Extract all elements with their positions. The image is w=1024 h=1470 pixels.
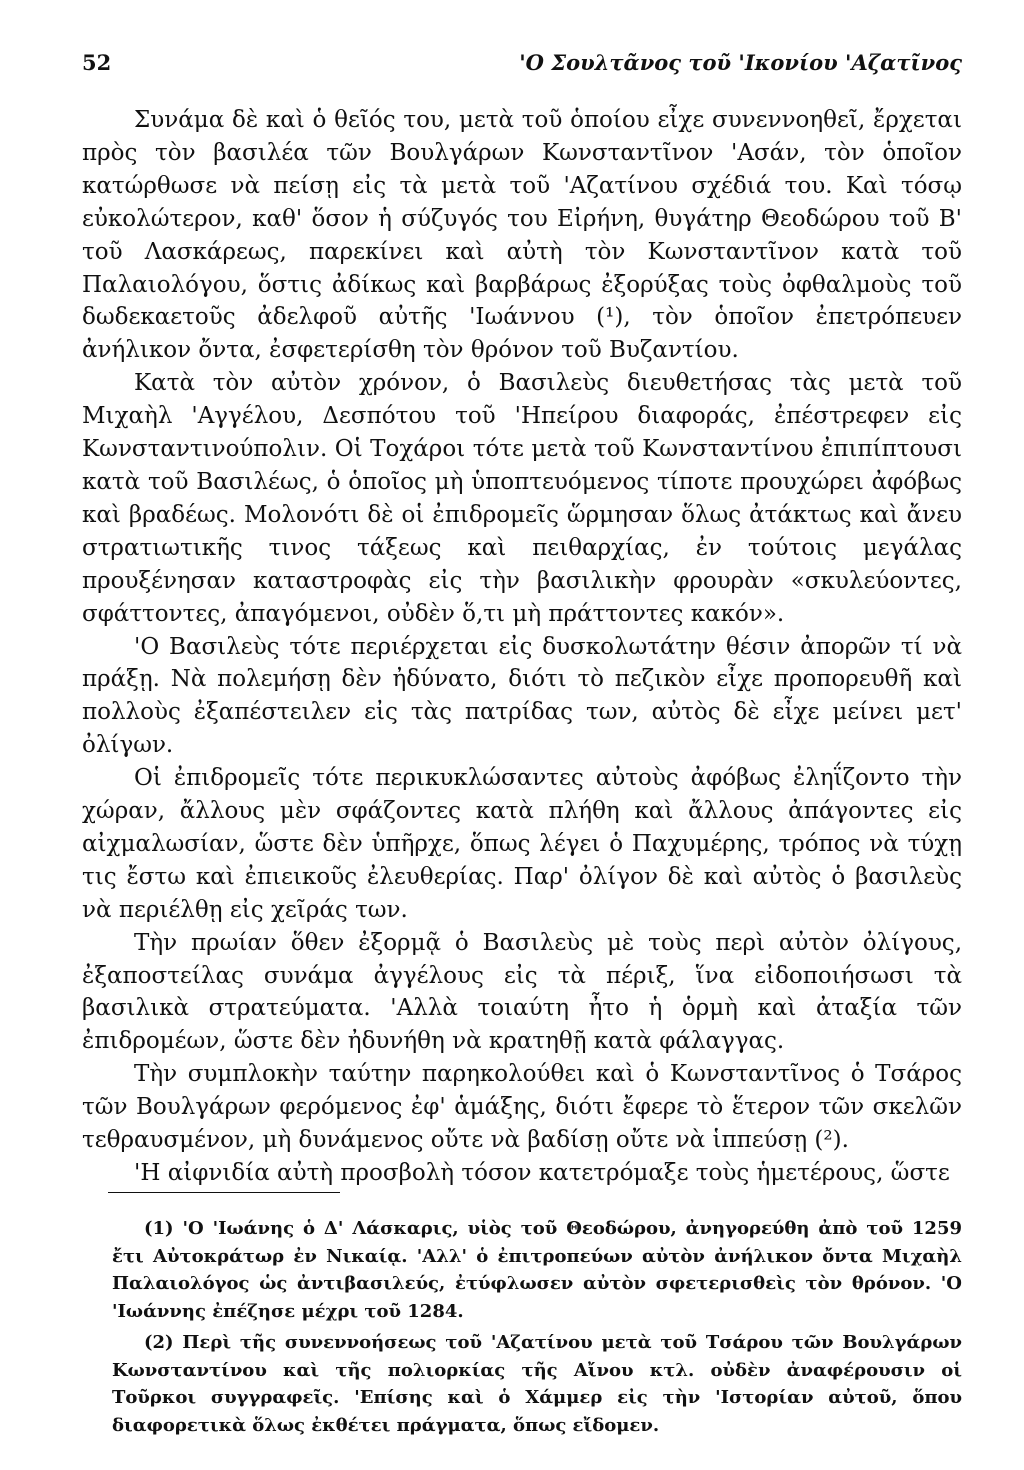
paragraph: Τὴν πρωίαν ὅθεν ἐξορμᾷ ὁ Βασιλεὺς μὲ τοὺς περὶ αὐτὸν ὀλίγους, ἐξαποστείλας συνάμα ἀγγέλους εἰς τὰ πέριξ, ἵνα εἰδοποιήσωσι τὰ βασιλικὰ στρατεύματα. 'Αλλὰ τοιαύτη ἦτο ἡ ὁρμὴ καὶ ἀταξία τῶν ἐπιδρομέων, ὥστε δὲν ἠδυνήθη νὰ κρατηθῇ κατὰ φάλαγγας. xyxy=(82,929,962,1055)
footnote: (1) 'Ο 'Ιωάνης ὁ Δ' Λάσκαρις, υἱὸς τοῦ Θεοδώρου, ἀνηγορεύθη ἀπὸ τοῦ 1259 ἔτι Αὐτοκράτωρ ἐν Νικαίᾳ. 'Αλλ' ὁ ἐπιτροπεύων αὐτὸν ἀνήλικον ὄντα Μιχαὴλ Παλαιολόγος ὡς ἀντιβασιλεύς, ἐτύφλωσεν αὐτὸν σφετερισθεὶς τὸν θρόνον. 'Ο 'Ιωάννης ἐπέζησε μέχρι τοῦ 1284. xyxy=(112,1218,962,1322)
paragraph: Οἱ ἐπιδρομεῖς τότε περικυκλώσαντες αὐτοὺς ἀφόβως ἐληΐζοντο τὴν χώραν, ἄλλους μὲν σφάζοντες κατὰ πλήθη καὶ ἄλλους ἀπάγοντες εἰς αἰχμαλωσίαν, ὥστε δὲν ὑπῆρχε, ὅπως λέγει ὁ Παχυμέρης, τρόπος νὰ τύχῃ τις ἔστω καὶ ἐπιεικοῦς ἐλευθερίας. Παρ' ὀλίγον δὲ καὶ αὐτὸς ὁ βασιλεὺς νὰ περιέλθῃ εἰς χεῖράς των. xyxy=(82,765,962,923)
paragraph: Κατὰ τὸν αὐτὸν χρόνον, ὁ Βασιλεὺς διευθετήσας τὰς μετὰ τοῦ Μιχαὴλ 'Αγγέλου, Δεσπότου τοῦ 'Ηπείρου διαφοράς, ἐπέστρεφεν εἰς Κωνσταντινούπολιν. Οἱ Τοχάροι τότε μετὰ τοῦ Κωνσταντίνου ἐπιπίπτουσι κατὰ τοῦ Βασιλέως, ὁ ὁποῖος μὴ ὑποπτευόμενος τίποτε προυχώρει ἀφόβως καὶ βραδέως. Μολονότι δὲ οἱ ἐπιδρομεῖς ὥρμησαν ὅλως ἀτάκτως καὶ ἄνευ στρατιωτικῆς τινος τάξεως καὶ πειθαρχίας, ἐν τούτοις μεγάλας προυξένησαν καταστροφὰς εἰς τὴν βασιλικὴν φρουρὰν «σκυλεύοντες, σφάττοντες, ἀπαγόμενοι, οὐδὲν ὅ,τι μὴ πράττοντες κακόν». xyxy=(82,370,962,627)
paragraph: 'Η αἰφνιδία αὐτὴ προσβολὴ τόσον κατετρόμαξε τοὺς ἡμετέρους, ὥστε xyxy=(134,1160,950,1186)
footnotes xyxy=(112,1215,962,1443)
main-text xyxy=(82,104,962,1190)
paragraph: 'Ο Βασιλεὺς τότε περιέρχεται εἰς δυσκολωτάτην θέσιν ἀπορῶν τί νὰ πράξῃ. Νὰ πολεμήσῃ δὲν ἠδύνατο, διότι τὸ πεζικὸν εἶχε προπορευθῆ καὶ πολλοὺς ἐξαπέστειλεν εἰς τὰς πατρίδας των, αὐτὸς δὲ εἶχε μείνει μετ' ὀλίγων. xyxy=(82,633,962,759)
paragraph: Τὴν συμπλοκὴν ταύτην παρηκολούθει καὶ ὁ Κωνσταντῖνος ὁ Τσάρος τῶν Βουλγάρων φερόμενος ἐφ' ἁμάξης, διότι ἔφερε τὸ ἕτερον τῶν σκελῶν τεθραυσμένον, μὴ δυνάμενος οὔτε νὰ βαδίσῃ οὔτε νὰ ἱππεύσῃ (²). xyxy=(82,1061,962,1154)
page-header xyxy=(82,50,962,84)
page-number: 52 xyxy=(82,50,112,75)
running-title: 'Ο Σουλτᾶνος τοῦ 'Ικονίου 'Αζατῖνος xyxy=(519,50,962,75)
footnote: (2) Περὶ τῆς συνεννοήσεως τοῦ 'Αζατίνου μετὰ τοῦ Τσάρου τῶν Βουλγάρων Κωνσταντίνου καὶ τῆς πολιορκίας τῆς Αἴνου κτλ. οὐδὲν ἀναφέρουσιν οἱ Τοῦρκοι συγγραφεῖς. 'Επίσης καὶ ὁ Χάμμερ εἰς τὴν 'Ιστορίαν αὐτοῦ, ὅπου διαφορετικὰ ὅλως ἐκθέτει πράγματα, ὅπως εἴδομεν. xyxy=(112,1332,962,1436)
paragraph: Συνάμα δὲ καὶ ὁ θεῖός του, μετὰ τοῦ ὁποίου εἶχε συνεννοηθεῖ, ἔρχεται πρὸς τὸν βασιλέα τῶν Βουλγάρων Κωνσταντῖνον 'Ασάν, τὸν ὁποῖον κατώρθωσε νὰ πείσῃ εἰς τὰ μετὰ τοῦ 'Αζατίνου σχέδιά του. Καὶ τόσῳ εὐκολώτερον, καθ' ὅσον ἡ σύζυγός του Εἰρήνη, θυγάτηρ Θεοδώρου τοῦ Β' τοῦ Λασκάρεως, παρεκίνει καὶ αὐτὴ τὸν Κωνσταντῖνον κατὰ τοῦ Παλαιολόγου, ὅστις ἀδίκως καὶ βαρβάρως ἐξορύξας τοὺς ὀφθαλμοὺς τοῦ δωδεκαετοῦς ἀδελφοῦ αὐτῆς 'Ιωάννου (¹), τὸν ὁποῖον ἐπετρόπευεν ἀνήλικον ὄντα, ἐσφετερίσθη τὸν θρόνον τοῦ Βυζαντίου. xyxy=(82,107,962,364)
footnote-separator xyxy=(108,1192,340,1193)
